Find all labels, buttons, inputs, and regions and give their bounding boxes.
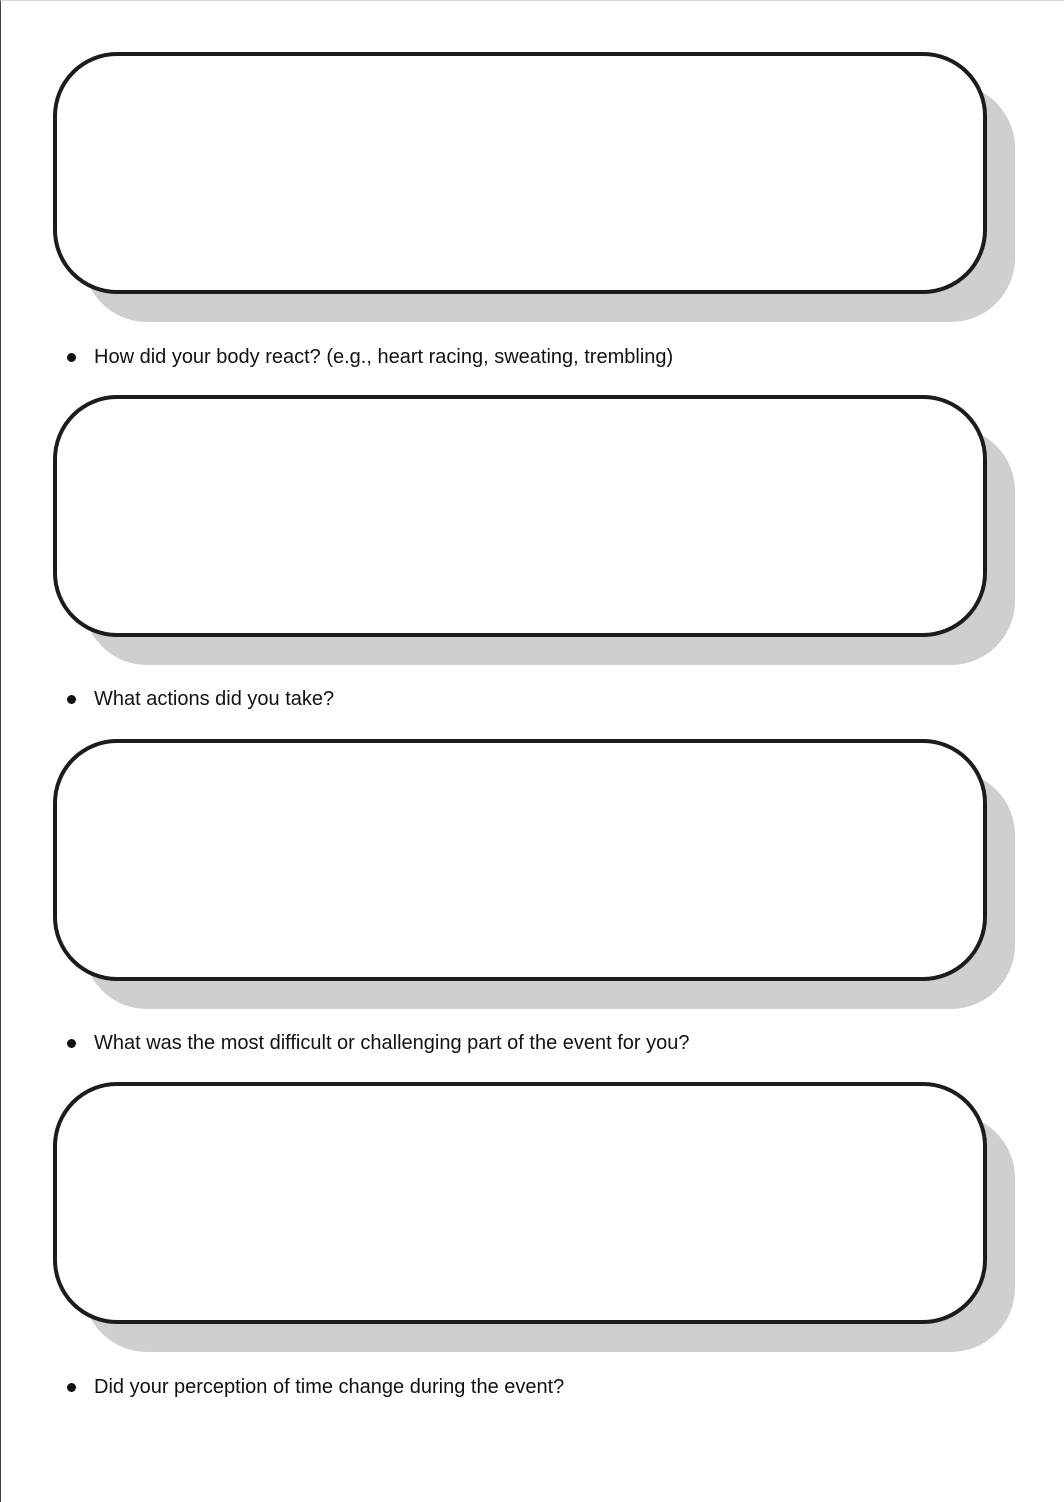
answer-box-frame[interactable] <box>53 739 987 981</box>
question-item-1 <box>67 345 673 369</box>
answer-box-3[interactable] <box>53 739 987 981</box>
answer-box-frame[interactable] <box>53 395 987 637</box>
question-text: What actions did you take? <box>94 688 335 710</box>
question-item-3 <box>67 1031 690 1055</box>
bullet-icon <box>67 1383 76 1392</box>
answer-box-4[interactable] <box>53 1082 987 1324</box>
bullet-icon <box>67 353 76 362</box>
bullet-icon <box>67 1039 76 1048</box>
bullet-icon <box>67 695 76 704</box>
answer-box-frame[interactable] <box>53 52 987 294</box>
answer-box-1[interactable] <box>53 52 987 294</box>
question-text: Did your perception of time change during the event? <box>94 1376 565 1398</box>
question-text: How did your body react? (e.g., heart racing, sweating, trembling) <box>94 346 674 368</box>
question-text: What was the most difficult or challenging part of the event for you? <box>94 1032 690 1054</box>
answer-box-2[interactable] <box>53 395 987 637</box>
answer-box-frame[interactable] <box>53 1082 987 1324</box>
question-item-2 <box>67 687 334 711</box>
question-item-4 <box>67 1375 564 1399</box>
